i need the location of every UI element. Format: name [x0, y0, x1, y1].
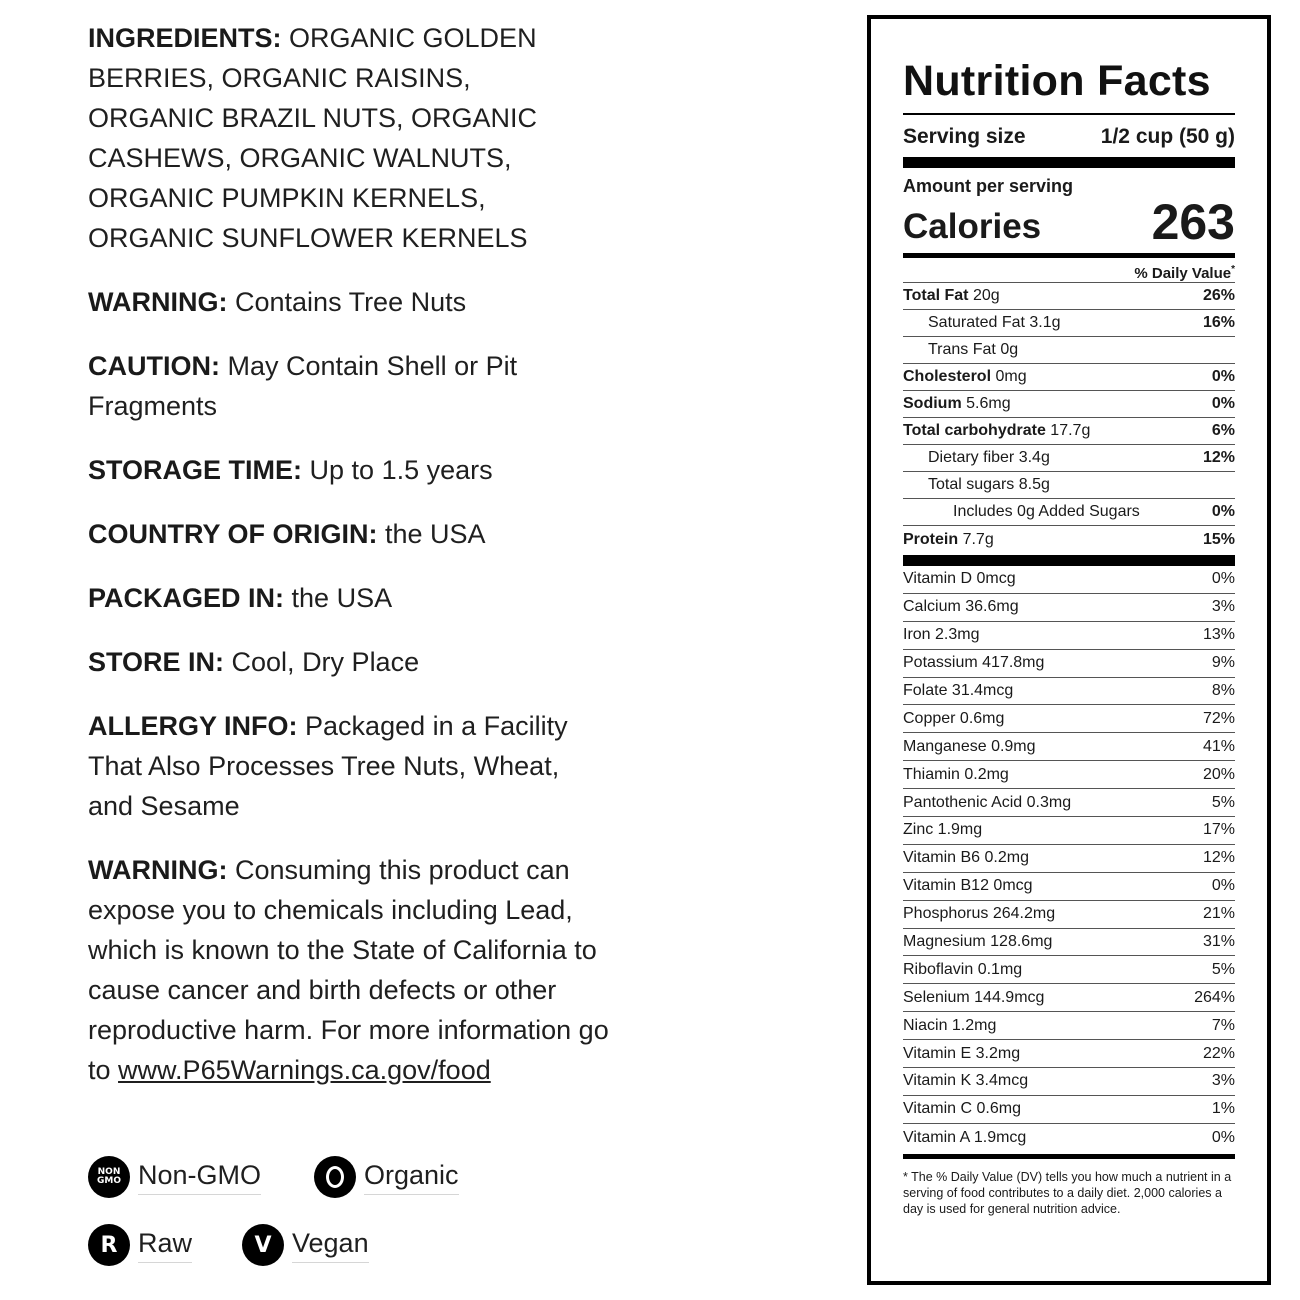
badge-non-gmo	[88, 1156, 261, 1198]
vitamin-row	[903, 705, 1235, 733]
store-in-text: Cool, Dry Place	[231, 647, 420, 677]
badge-vegan	[242, 1224, 369, 1266]
badge-label: Non-GMO	[138, 1160, 261, 1195]
badge-label: Vegan	[292, 1228, 369, 1263]
allergy-label: ALLERGY INFO:	[88, 711, 298, 741]
vegan-icon: V	[242, 1224, 284, 1266]
nutrient-row-total-fat: Total Fat 20g 26%	[903, 283, 1235, 310]
caution	[88, 346, 558, 426]
vitamin-row	[903, 678, 1235, 706]
vitamin-row	[903, 984, 1235, 1012]
origin-label: COUNTRY OF ORIGIN:	[88, 519, 378, 549]
nutrient-row-saturated-fat: Saturated Fat 3.1g 16%	[903, 310, 1235, 337]
packaged-in	[88, 578, 628, 618]
ingredients	[88, 18, 558, 258]
vitamin-dv: 21%	[1202, 905, 1235, 923]
vitamin-dv: 20%	[1202, 765, 1235, 783]
vitamin-dv: 8%	[1211, 682, 1235, 699]
divider	[903, 555, 1235, 566]
calories-label: Calories	[903, 207, 1042, 246]
serving-size-row	[903, 115, 1235, 157]
vitamin-dv: 13%	[1202, 626, 1235, 644]
vitamin-row	[903, 1068, 1235, 1096]
store-in	[88, 642, 628, 682]
divider	[903, 157, 1235, 168]
raw-icon: R	[88, 1224, 130, 1266]
non-gmo-icon: NON GMO	[88, 1156, 130, 1198]
vitamin-name: Pantothenic Acid 0.3mg	[903, 793, 1072, 811]
vitamin-name: Vitamin A 1.9mcg	[903, 1128, 1027, 1146]
calories-value: 263	[1151, 194, 1235, 250]
vitamin-dv: 72%	[1202, 709, 1235, 727]
nutrient-row-sodium: Sodium 5.6mg 0%	[903, 391, 1235, 418]
vitamin-name: Niacin 1.2mg	[903, 1016, 997, 1034]
prop65-warning	[88, 850, 613, 1090]
vitamin-row	[903, 789, 1235, 817]
serving-label: Serving size	[903, 125, 1026, 148]
vitamin-row	[903, 873, 1235, 901]
vitamin-dv: 9%	[1211, 654, 1235, 672]
vitamin-row	[903, 1040, 1235, 1068]
vitamin-name: Vitamin C 0.6mg	[903, 1100, 1021, 1118]
p65-link[interactable]: www.P65Warnings.ca.gov/food	[118, 1055, 491, 1085]
vitamin-row	[903, 956, 1235, 984]
vitamin-name: Iron 2.3mg	[903, 626, 980, 644]
vitamin-dv: 3%	[1211, 598, 1235, 616]
storage-time	[88, 450, 628, 490]
vitamin-row	[903, 901, 1235, 929]
vitamin-name: Manganese 0.9mg	[903, 737, 1036, 755]
store-in-label: STORE IN:	[88, 647, 225, 677]
amount-per-serving: Amount per serving	[903, 176, 1074, 196]
daily-value-header: % Daily Value*	[1134, 264, 1235, 282]
allergy-info	[88, 706, 588, 826]
vitamin-name: Selenium 144.9mcg	[903, 988, 1045, 1006]
vitamin-name: Vitamin B6 0.2mg	[903, 849, 1029, 867]
nutrient-row-total-carbohydrate: Total carbohydrate 17.7g 6%	[903, 418, 1235, 445]
vitamin-dv: 5%	[1211, 960, 1235, 978]
vitamin-dv: 0%	[1211, 570, 1235, 588]
product-info	[88, 18, 628, 1114]
nutrient-row-total-sugars: Total sugars 8.5g	[903, 472, 1235, 499]
product-badges	[88, 1156, 608, 1286]
vitamin-name: Riboflavin 0.1mg	[903, 960, 1023, 978]
vitamin-row	[903, 650, 1235, 678]
vitamin-dv: 12%	[1202, 849, 1235, 867]
vitamin-name: Potassium 417.8mg	[903, 654, 1045, 672]
storage-time-label: STORAGE TIME:	[88, 455, 303, 485]
vitamin-row	[903, 761, 1235, 789]
vitamin-dv: 22%	[1202, 1044, 1235, 1062]
vitamin-row	[903, 1096, 1235, 1124]
vitamin-name: Folate 31.4mcg	[903, 682, 1014, 699]
vitamin-row	[903, 622, 1235, 650]
vitamin-row	[903, 566, 1235, 594]
vitamin-dv: 264%	[1194, 988, 1235, 1006]
organic-icon	[314, 1156, 356, 1198]
vitamin-row	[903, 929, 1235, 957]
vitamin-dv: 31%	[1202, 933, 1235, 951]
country-of-origin	[88, 514, 628, 554]
vitamin-name: Vitamin E 3.2mg	[903, 1044, 1021, 1062]
nutrient-row-added-sugars: Includes 0g Added Sugars 0%	[903, 499, 1235, 526]
prop65-label: WARNING:	[88, 855, 228, 885]
vitamin-dv: 7%	[1211, 1016, 1235, 1034]
warning-text: Contains Tree Nuts	[235, 287, 467, 317]
caution-text: May Contain Shell or Pit Fragments	[88, 351, 518, 421]
vitamin-dv: 0%	[1211, 1128, 1235, 1146]
serving-value: 1/2 cup (50 g)	[1100, 125, 1235, 148]
vitamin-name: Vitamin B12 0mcg	[903, 877, 1033, 895]
vitamin-name: Thiamin 0.2mg	[903, 765, 1009, 783]
allergy-text: Packaged in a Facility That Also Processes Tree Nuts, Wheat, and Sesame	[88, 711, 568, 821]
vitamin-dv: 3%	[1211, 1072, 1235, 1090]
nutrient-row-cholesterol: Cholesterol 0mg 0%	[903, 364, 1235, 391]
badge-organic	[314, 1156, 459, 1198]
vitamin-dv: 17%	[1202, 821, 1235, 839]
vitamin-row	[903, 1124, 1235, 1152]
vitamins-minerals-list	[903, 566, 1235, 1152]
badge-label: Organic	[364, 1160, 459, 1195]
vitamin-dv: 1%	[1211, 1100, 1235, 1118]
vitamin-row	[903, 817, 1235, 845]
divider	[903, 1154, 1235, 1159]
badge-raw	[88, 1224, 192, 1266]
vitamin-row	[903, 733, 1235, 761]
vitamin-name: Copper 0.6mg	[903, 709, 1005, 727]
origin-text: the USA	[385, 519, 486, 549]
calories-row	[903, 194, 1235, 250]
vitamin-dv: 41%	[1202, 737, 1235, 755]
badge-label: Raw	[138, 1228, 192, 1263]
storage-time-text: Up to 1.5 years	[309, 455, 493, 485]
vitamin-row	[903, 845, 1235, 873]
vitamin-dv: 5%	[1211, 793, 1235, 811]
vitamin-name: Vitamin K 3.4mcg	[903, 1072, 1029, 1090]
vitamin-dv: 0%	[1211, 877, 1235, 895]
nutrient-row-protein: Protein 7.7g 15%	[903, 530, 1235, 548]
vitamin-name: Vitamin D 0mcg	[903, 570, 1016, 588]
ingredients-text: ORGANIC GOLDEN BERRIES, ORGANIC RAISINS, ORGANIC BRAZIL NUTS, ORGANIC CASHEWS, ORGANIC WALNUTS, ORGANIC PUMPKIN KERNELS, ORGANIC SUNFLOWER KERNELS	[88, 23, 538, 253]
tree-nut-warning	[88, 282, 628, 322]
vitamin-row	[903, 594, 1235, 622]
packaged-text: the USA	[291, 583, 393, 613]
vitamin-name: Calcium 36.6mg	[903, 598, 1019, 616]
packaged-label: PACKAGED IN:	[88, 583, 285, 613]
nutrition-title: Nutrition Facts	[903, 57, 1211, 105]
daily-value-footnote: * The % Daily Value (DV) tells you how much a nutrient in a serving of food contributes to a daily diet. 2,000 calories a day is used for general nutrition advice.	[903, 1169, 1232, 1216]
vitamin-name: Magnesium 128.6mg	[903, 933, 1053, 951]
vitamin-name: Zinc 1.9mg	[903, 821, 983, 839]
nutrient-row-dietary-fiber: Dietary fiber 3.4g 12%	[903, 445, 1235, 472]
nutrition-facts-panel	[867, 15, 1271, 1285]
vitamin-name: Phosphorus 264.2mg	[903, 905, 1056, 923]
vitamin-row	[903, 1012, 1235, 1040]
nutrient-row-trans-fat: Trans Fat 0g	[903, 337, 1235, 364]
prop65-text: Consuming this product can expose you to chemicals including Lead, which is known to the State of California to cause cancer and birth defects or other reproductive harm. For more information go to	[88, 855, 609, 1085]
caution-label: CAUTION:	[88, 351, 220, 381]
warning-label: WARNING:	[88, 287, 228, 317]
ingredients-label: INGREDIENTS:	[88, 23, 282, 53]
